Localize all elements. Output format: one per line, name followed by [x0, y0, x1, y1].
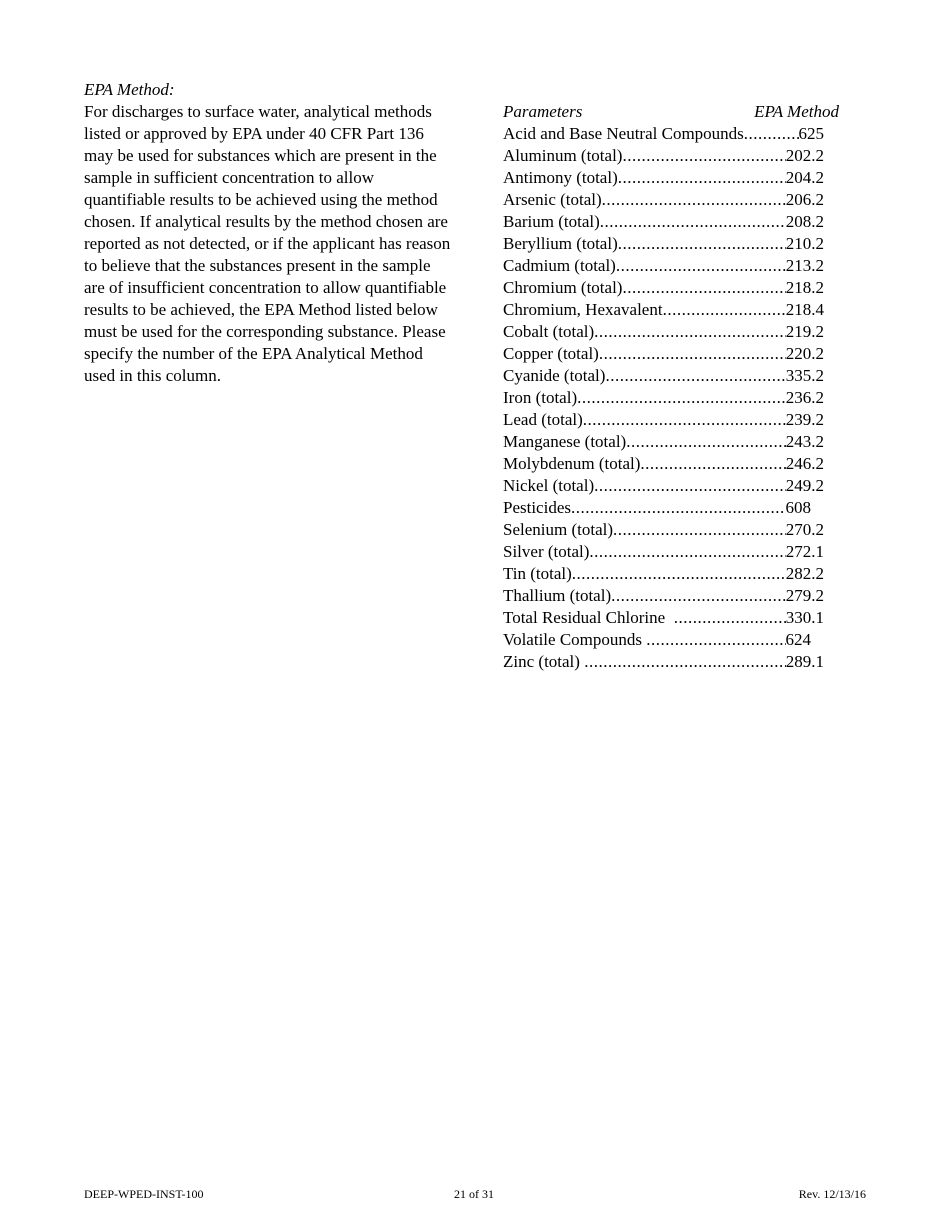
method-number: 236.2: [785, 388, 824, 407]
table-row: [503, 475, 824, 497]
dot-leader: [616, 255, 786, 277]
table-row: [503, 585, 824, 607]
method-number: 282.2: [785, 564, 824, 583]
parameter-name: Tin (total): [503, 564, 572, 583]
dot-leader: [674, 607, 786, 629]
table-row: [503, 409, 824, 431]
dot-leader: [594, 321, 786, 343]
table-row: [503, 563, 824, 585]
parameter-name: Zinc (total): [503, 652, 585, 671]
footer-page-number: 21 of 31: [454, 1187, 494, 1201]
parameter-name: Aluminum (total): [503, 146, 623, 165]
table-row: [503, 607, 824, 629]
dot-leader: [744, 123, 799, 145]
table-row: [503, 431, 824, 453]
parameter-name: Acid and Base Neutral Compounds: [503, 124, 744, 143]
parameter-name: Cobalt (total): [503, 322, 595, 341]
dot-leader: [594, 475, 786, 497]
parameter-name: Pesticides: [503, 498, 571, 517]
method-number: 249.2: [785, 476, 824, 495]
method-number: 335.2: [785, 366, 824, 385]
dot-leader: [622, 145, 785, 167]
parameter-name: Selenium (total): [503, 520, 614, 539]
dot-leader: [577, 387, 786, 409]
method-number: 243.2: [785, 432, 824, 451]
dot-leader: [622, 277, 785, 299]
parameter-name: Beryllium (total): [503, 234, 618, 253]
table-row: [503, 541, 824, 563]
parameter-name: Arsenic (total): [503, 190, 602, 209]
method-number: 289.1: [785, 652, 824, 671]
parameter-name: Total Residual Chlorine: [503, 608, 674, 627]
method-number: 220.2: [785, 344, 824, 363]
method-number: 204.2: [785, 168, 824, 187]
method-number: 272.1: [785, 542, 824, 561]
method-number: 270.2: [785, 520, 824, 539]
dot-leader: [572, 563, 786, 585]
method-number: 208.2: [785, 212, 824, 231]
dot-leader: [605, 365, 785, 387]
dot-leader: [584, 651, 786, 673]
table-row: [503, 387, 824, 409]
epa-method-section: [84, 79, 454, 387]
table-row: [503, 189, 824, 211]
dot-leader: [618, 167, 786, 189]
dot-leader: [583, 409, 786, 431]
method-number: 202.2: [785, 146, 824, 165]
parameter-name: Nickel (total): [503, 476, 595, 495]
method-number: 218.2: [785, 278, 824, 297]
table-row: [503, 255, 824, 277]
method-number: 624: [785, 630, 811, 649]
parameter-name: Copper (total): [503, 344, 599, 363]
parameters-column-header: Parameters: [503, 102, 583, 121]
table-row: [503, 299, 824, 321]
method-number: 246.2: [785, 454, 824, 473]
method-number: 219.2: [785, 322, 824, 341]
table-row: [503, 497, 811, 519]
parameter-name: Iron (total): [503, 388, 578, 407]
parameter-name: Volatile Compounds: [503, 630, 647, 649]
dot-leader: [589, 541, 785, 563]
parameter-name: Manganese (total): [503, 432, 627, 451]
method-number: 608: [785, 498, 811, 517]
table-row: [503, 453, 824, 475]
dot-leader: [646, 629, 785, 651]
table-row: [503, 321, 824, 343]
dot-leader: [618, 233, 786, 255]
table-row: [503, 519, 824, 541]
table-row: [503, 651, 824, 673]
parameters-list: [503, 123, 843, 673]
table-row: [503, 211, 824, 233]
dot-leader: [626, 431, 786, 453]
table-row: [503, 233, 824, 255]
footer-revision-date: Rev. 12/13/16: [798, 1187, 866, 1201]
method-number: 213.2: [785, 256, 824, 275]
parameter-name: Molybdenum (total): [503, 454, 641, 473]
dot-leader: [611, 585, 786, 607]
table-row: [503, 629, 811, 651]
method-number: 279.2: [785, 586, 824, 605]
parameter-name: Lead (total): [503, 410, 583, 429]
dot-leader: [663, 299, 786, 321]
dot-leader: [602, 189, 786, 211]
method-number: 210.2: [785, 234, 824, 253]
parameter-name: Thallium (total): [503, 586, 612, 605]
dot-leader: [600, 211, 786, 233]
method-number: 330.1: [785, 608, 824, 627]
method-number: 625: [798, 124, 824, 143]
parameter-name: Barium (total): [503, 212, 600, 231]
table-row: [503, 123, 824, 145]
dot-leader: [640, 453, 785, 475]
parameter-name: Cyanide (total): [503, 366, 606, 385]
method-number: 206.2: [785, 190, 824, 209]
dot-leader: [599, 343, 786, 365]
dot-leader: [571, 497, 786, 519]
parameter-name: Chromium, Hexavalent: [503, 300, 663, 319]
parameters-table: [503, 101, 843, 673]
table-row: [503, 277, 824, 299]
section-heading: EPA Method:: [84, 80, 175, 99]
epa-method-column-header: EPA Method: [754, 102, 839, 121]
method-number: 218.4: [785, 300, 824, 319]
instructions-paragraph: For discharges to surface water, analytical methods listed or approved by EPA under 40 CFR Part 136 may be used for substances which are present in the sample in sufficient concentration to allow quantifiable results to be achieved using the method chosen. If analytical results by the method chosen are reported as not detected, or if the applicant has reason to believe that the substances present in the sample are of insufficient concentration to allow quantifiable results to be achieved, the EPA Method listed below must be used for the corresponding substance. Please specify the number of the EPA Analytical Method used in this column.: [84, 102, 451, 385]
footer-document-id: DEEP-WPED-INST-100: [84, 1187, 204, 1201]
parameter-name: Cadmium (total): [503, 256, 616, 275]
parameter-name: Chromium (total): [503, 278, 623, 297]
table-row: [503, 167, 824, 189]
parameters-table-header: [503, 101, 843, 123]
parameter-name: Silver (total): [503, 542, 590, 561]
dot-leader: [613, 519, 786, 541]
table-row: [503, 365, 824, 387]
table-row: [503, 343, 824, 365]
table-row: [503, 145, 824, 167]
parameter-name: Antimony (total): [503, 168, 618, 187]
method-number: 239.2: [785, 410, 824, 429]
